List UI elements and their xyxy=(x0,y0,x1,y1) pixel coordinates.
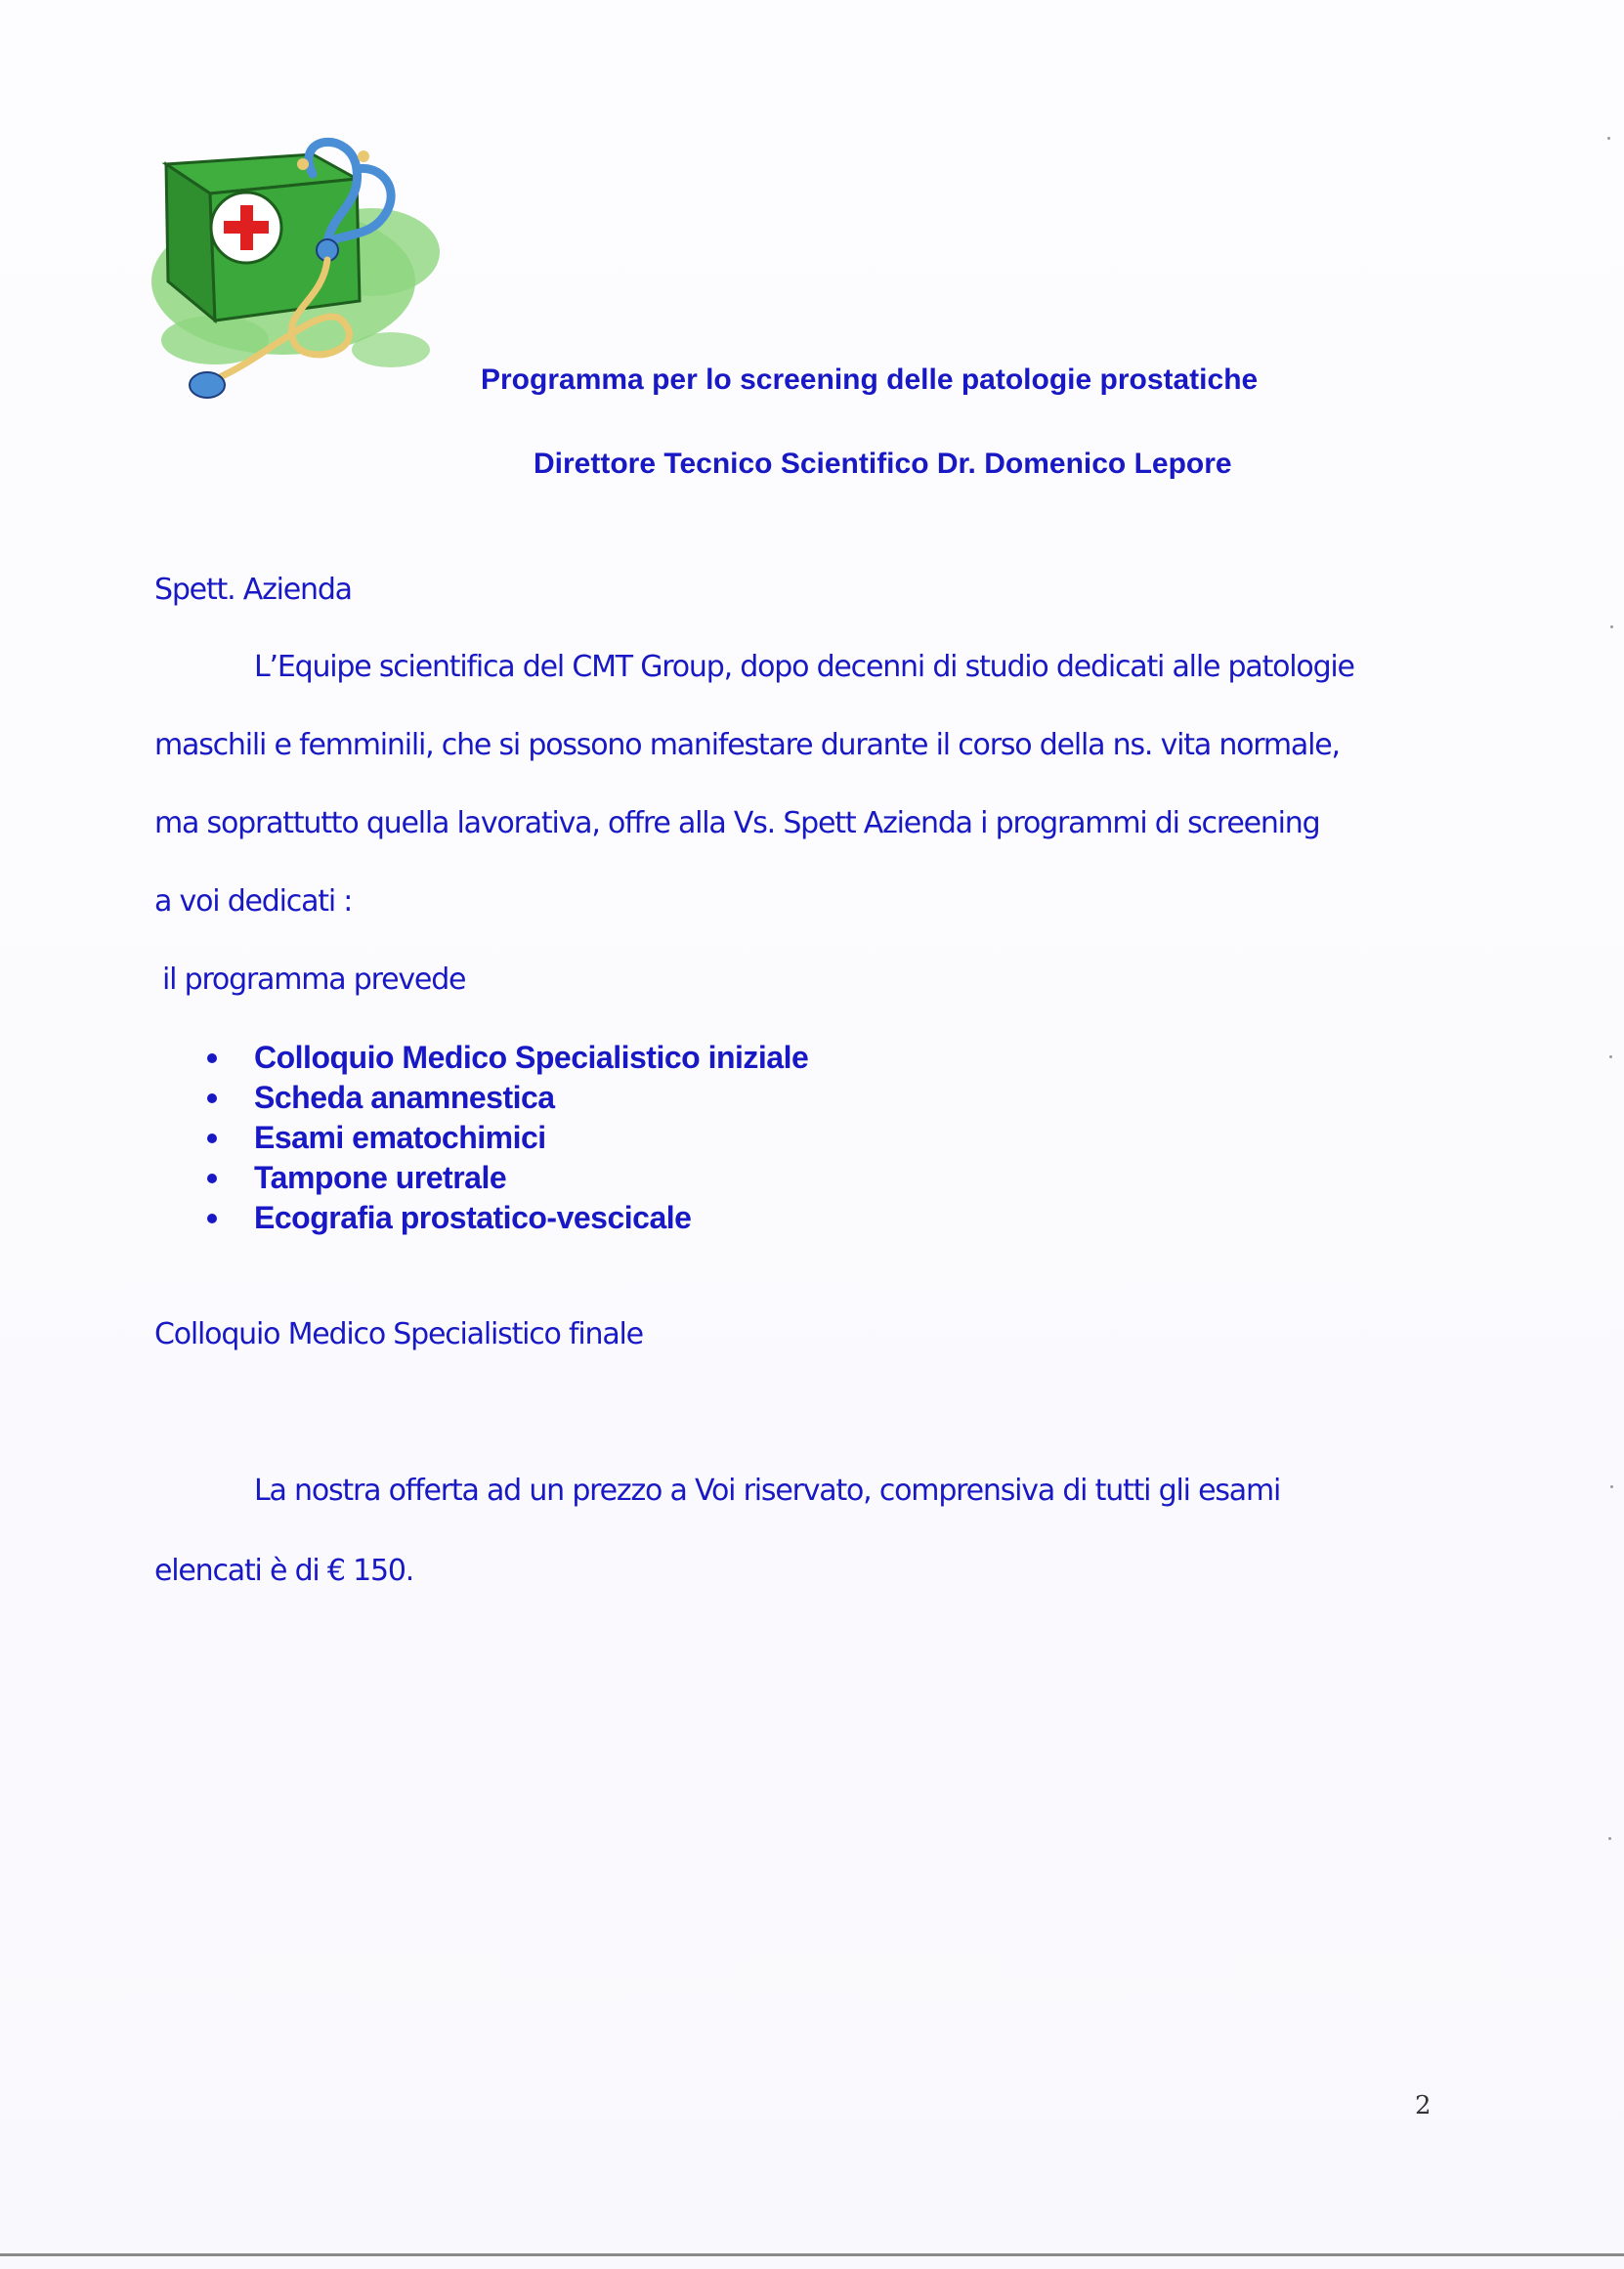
paragraph-line-1: L’Equipe scientifica del CMT Group, dopo decenni di studio dedicati alle patologie xyxy=(254,650,1354,684)
offer-line-2: elencati è di € 150. xyxy=(154,1554,414,1588)
paragraph-line-3: ma soprattutto quella lavorativa, offre alla Vs. Spett Azienda i programmi di screening xyxy=(154,806,1320,840)
document-subtitle: Direttore Tecnico Scientifico Dr. Domenico Lepore xyxy=(534,448,1232,480)
page-number: 2 xyxy=(1415,2091,1432,2120)
document-title: Programma per lo screening delle patologie prostatiche xyxy=(481,364,1259,396)
paragraph-line-2: maschili e femminili, che si possono manifestare durante il corso della ns. vita normale, xyxy=(154,728,1340,762)
program-list-intro: il programma prevede xyxy=(162,963,466,997)
list-item xyxy=(195,1198,808,1238)
list-item-label: Ecografia prostatico-vescicale xyxy=(254,1200,692,1235)
bullet-icon xyxy=(207,1174,217,1183)
scan-speck xyxy=(1610,1485,1613,1488)
paragraph-line-4: a voi dedicati : xyxy=(154,884,353,919)
list-item xyxy=(195,1118,808,1158)
program-items-list xyxy=(195,1038,808,1238)
bullet-icon xyxy=(207,1134,217,1143)
list-item-label: Tampone uretrale xyxy=(254,1160,507,1195)
medical-kit-stethoscope-icon xyxy=(147,135,469,408)
bullet-icon xyxy=(207,1093,217,1103)
scan-speck xyxy=(1608,1837,1611,1840)
list-item xyxy=(195,1038,808,1078)
salutation: Spett. Azienda xyxy=(154,573,352,607)
bullet-icon xyxy=(207,1053,217,1063)
list-item xyxy=(195,1158,808,1198)
list-item-label: Colloquio Medico Specialistico iniziale xyxy=(254,1040,809,1075)
scan-speck xyxy=(1609,1055,1612,1058)
scan-speck xyxy=(1610,625,1613,628)
scan-speck xyxy=(1607,137,1610,140)
list-item-label: Esami ematochimici xyxy=(254,1120,546,1155)
list-item-label: Scheda anamnestica xyxy=(254,1080,555,1115)
bullet-icon xyxy=(207,1214,217,1223)
closing-item: Colloquio Medico Specialistico finale xyxy=(154,1317,643,1351)
offer-line-1: La nostra offerta ad un prezzo a Voi riservato, comprensiva di tutti gli esami xyxy=(254,1474,1281,1508)
page-bottom-edge xyxy=(0,2253,1624,2256)
list-item xyxy=(195,1078,808,1118)
